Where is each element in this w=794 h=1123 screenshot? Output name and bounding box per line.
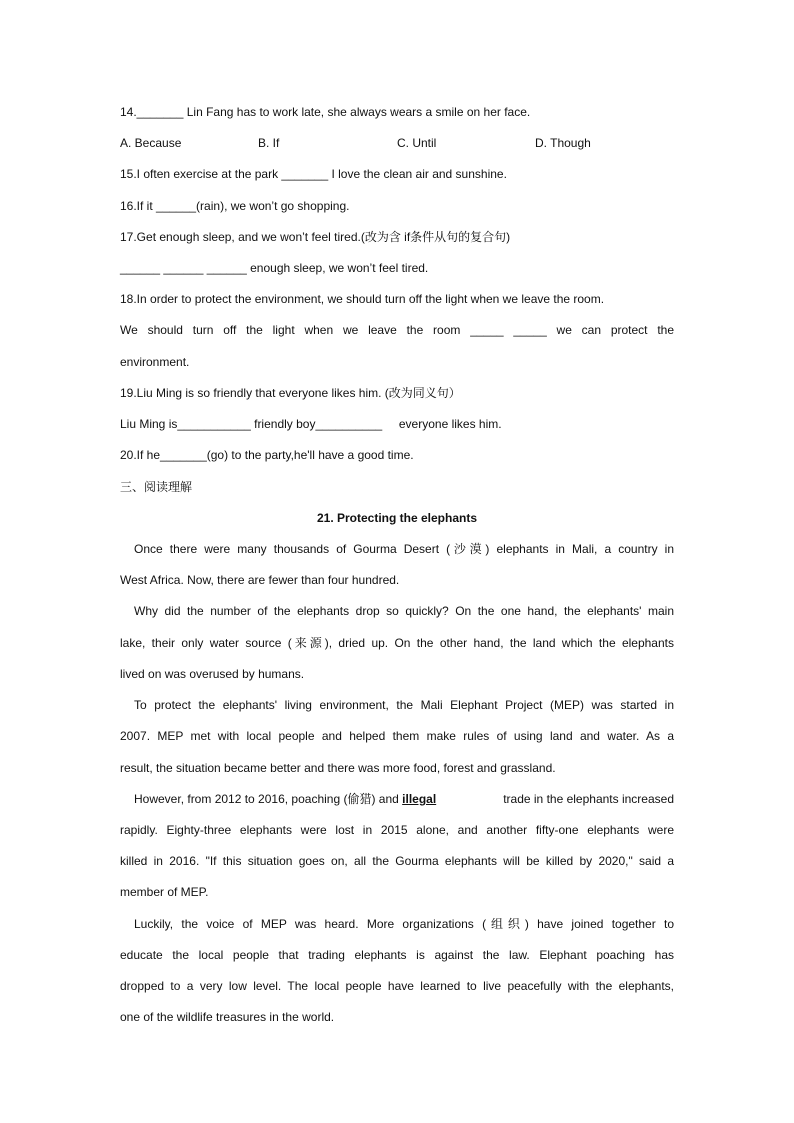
illegal-word: illegal (402, 792, 437, 806)
passage-line-14: educate the local people that trading elephants is against the law. Elephant poaching has (120, 948, 674, 962)
passage-line-16: one of the wildlife treasures in the world. (120, 1010, 335, 1024)
passage-line-9-end: trade in the elephants increased (503, 792, 674, 806)
option-a: A. Because (120, 136, 182, 150)
passage-title: 21. Protecting the elephants (316, 511, 478, 525)
passage-line-15: dropped to a very low level. The local people have learned to live peacefully with the elephants, (120, 979, 674, 993)
passage-line-3: Why did the number of the elephants drop so quickly? On the one hand, the elephants' main (134, 604, 674, 618)
passage-line-1: Once there were many thousands of Gourma Desert (沙漠) elephants in Mali, a country in (134, 542, 674, 556)
option-d: D. Though (535, 136, 591, 150)
question-14-options (120, 133, 674, 153)
passage-line-5: lived on was overused by humans. (120, 667, 305, 681)
question-15: 15.I often exercise at the park _______ I love the clean air and sunshine. (120, 167, 507, 181)
passage-line-9-start: However, from 2012 to 2016, poaching (偷猎) and (134, 792, 403, 806)
passage-line-11: killed in 2016. "If this situation goes on, all the Gourma elephants will be killed by 2020," said a (120, 854, 674, 868)
question-18-answer-line1: We should turn off the light when we leave the room _____ _____ we can protect the (120, 323, 674, 337)
passage-line-8: result, the situation became better and there was more food, forest and grassland. (120, 761, 556, 775)
passage-line-4: lake, their only water source (来源), dried up. On the other hand, the land which the elephants (120, 636, 674, 650)
question-17: 17.Get enough sleep, and we won’t feel tired.(改为含 if条件从句的复合句) (120, 230, 511, 244)
question-14: 14._______ Lin Fang has to work late, she always wears a smile on her face. (120, 105, 531, 119)
section-heading: 三、阅读理解 (120, 480, 193, 494)
question-18-answer-line2: environment. (120, 355, 190, 369)
option-c: C. Until (397, 136, 437, 150)
passage-line-13: Luckily, the voice of MEP was heard. More organizations (组织) have joined together to (134, 917, 674, 931)
question-16: 16.If it ______(rain), we won’t go shopping. (120, 199, 350, 213)
passage-line-9 (120, 789, 674, 809)
option-b: B. If (258, 136, 280, 150)
passage-line-7: 2007. MEP met with local people and helped them make rules of using land and water. As a (120, 729, 674, 743)
passage-line-12: member of MEP. (120, 885, 209, 899)
question-19: 19.Liu Ming is so friendly that everyone likes him. (改为同义句） (120, 386, 461, 400)
question-19-answer: Liu Ming is___________ friendly boy__________ everyone likes him. (120, 417, 502, 431)
question-18: 18.In order to protect the environment, we should turn off the light when we leave the room. (120, 292, 605, 306)
passage-line-2: West Africa. Now, there are fewer than four hundred. (120, 573, 400, 587)
question-17-answer: ______ ______ ______ enough sleep, we won’t feel tired. (120, 261, 429, 275)
passage-line-10: rapidly. Eighty-three elephants were lost in 2015 alone, and another fifty-one elephants were (120, 823, 674, 837)
passage-line-6: To protect the elephants' living environment, the Mali Elephant Project (MEP) was started in (134, 698, 674, 712)
question-20: 20.If he_______(go) to the party,he'll have a good time. (120, 448, 414, 462)
